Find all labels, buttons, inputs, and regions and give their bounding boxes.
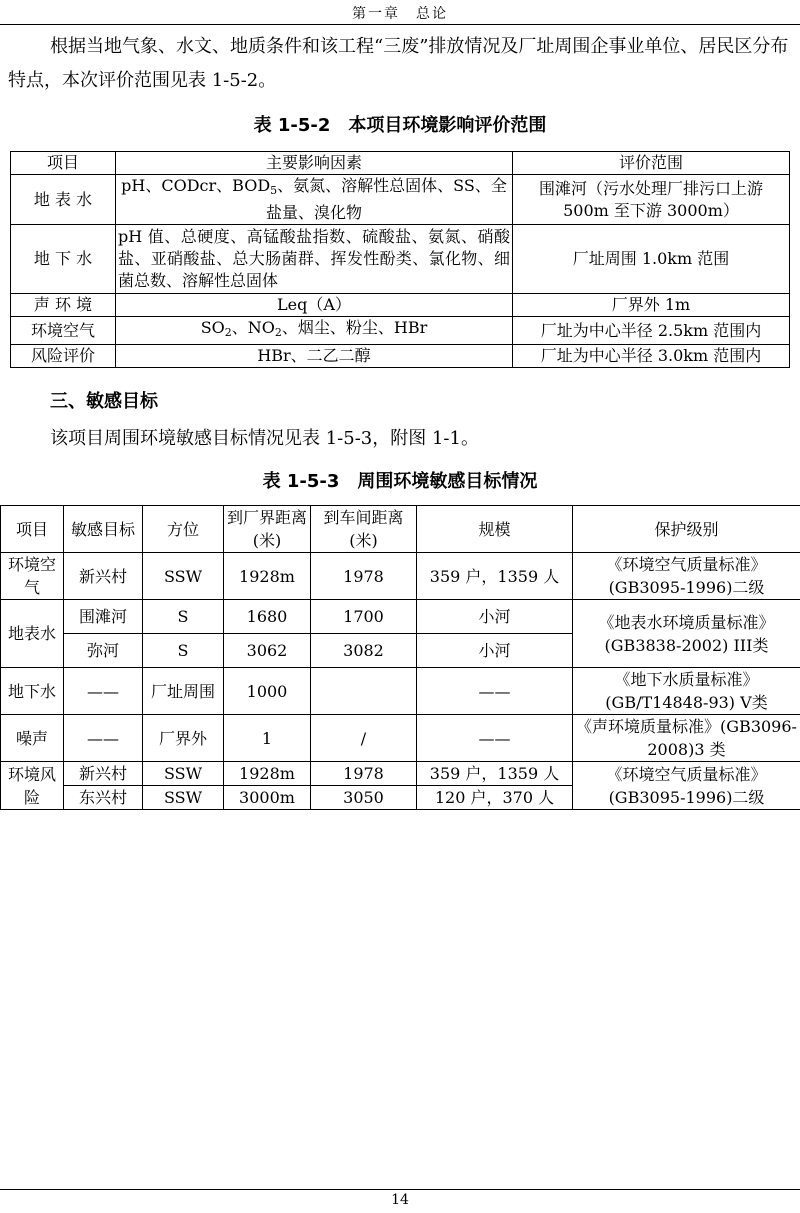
table-header-row <box>11 152 790 175</box>
row-item: 地表水 <box>1 600 64 668</box>
row-range: 厂址为中心半径 3.0km 范围内 <box>513 345 790 368</box>
row-target: 弥河 <box>64 634 143 668</box>
table-row <box>1 762 800 786</box>
row-dist-workshop <box>311 668 417 715</box>
row-item: 噪声 <box>1 715 64 762</box>
row-target: —— <box>64 668 143 715</box>
row-direction: SSW <box>143 762 224 786</box>
row-direction: SSW <box>143 786 224 810</box>
row-target: 新兴村 <box>64 762 143 786</box>
row-factors: Leq（A） <box>116 294 513 317</box>
footer-rule <box>0 1189 800 1190</box>
col-header-dist-workshop: 到车间距离(米) <box>311 506 417 553</box>
row-scale: —— <box>417 715 573 762</box>
row-dist-workshop: 3050 <box>311 786 417 810</box>
header-rule <box>0 24 800 25</box>
row-item: 环境风险 <box>1 762 64 810</box>
row-factors: HBr、二乙二醇 <box>116 345 513 368</box>
row-protection: 《环境空气质量标准》(GB3095-1996)二级 <box>573 553 800 600</box>
row-item: 地 下 水 <box>11 225 116 294</box>
col-header-target: 敏感目标 <box>64 506 143 553</box>
row-direction: S <box>143 600 224 634</box>
table-row <box>1 668 800 715</box>
row-direction: SSW <box>143 553 224 600</box>
row-dist-workshop: 1700 <box>311 600 417 634</box>
row-dist-boundary: 3062 <box>224 634 311 668</box>
row-range: 厂址周围 1.0km 范围 <box>513 225 790 294</box>
running-header: 第一章 总论 <box>352 6 448 22</box>
table1-caption: 表 1-5-2 本项目环境影响评价范围 <box>253 115 547 136</box>
sensitive-targets-table <box>0 505 800 810</box>
row-factors <box>116 175 513 225</box>
table2-caption: 表 1-5-3 周围环境敏感目标情况 <box>262 471 538 492</box>
row-protection: 《声环境质量标准》(GB3096-2008)3 类 <box>573 715 800 762</box>
row-dist-boundary: 1928m <box>224 762 311 786</box>
row-dist-workshop: 3082 <box>311 634 417 668</box>
page-number: 14 <box>391 1192 409 1208</box>
factors-text: pH、CODcr、BOD <box>121 176 271 195</box>
row-range: 围滩河（污水处理厂排污口上游 500m 至下游 3000m） <box>513 175 790 225</box>
row-item: 声 环 境 <box>11 294 116 317</box>
table-row <box>11 317 790 345</box>
col-header-scale: 规模 <box>417 506 573 553</box>
row-direction: S <box>143 634 224 668</box>
row-protection: 《地表水环境质量标准》(GB3838-2002) III类 <box>573 600 800 668</box>
table-row <box>11 175 790 225</box>
factors-text: 、NO <box>231 318 275 337</box>
row-item: 地下水 <box>1 668 64 715</box>
col-header-protection: 保护级别 <box>573 506 800 553</box>
row-range: 厂界外 1m <box>513 294 790 317</box>
row-protection: 《地下水质量标准》(GB/T14848-93) Ⅴ类 <box>573 668 800 715</box>
table-header-row <box>1 506 800 553</box>
row-scale: 359 户，1359 人 <box>417 553 573 600</box>
row-factors <box>116 317 513 345</box>
table-row <box>11 345 790 368</box>
row-target: 新兴村 <box>64 553 143 600</box>
row-dist-workshop: / <box>311 715 417 762</box>
row-direction: 厂址周围 <box>143 668 224 715</box>
evaluation-range-table <box>10 151 790 368</box>
row-dist-boundary: 1 <box>224 715 311 762</box>
row-scale: 120 户，370 人 <box>417 786 573 810</box>
table-row <box>11 294 790 317</box>
row-dist-workshop: 1978 <box>311 762 417 786</box>
section-paragraph: 该项目周围环境敏感目标情况见表 1-5-3，附图 1-1。 <box>50 428 479 449</box>
table-row <box>1 553 800 600</box>
row-dist-boundary: 1000 <box>224 668 311 715</box>
row-factors: pH 值、总硬度、高锰酸盐指数、硫酸盐、氨氮、硝酸盐、亚硝酸盐、总大肠菌群、挥发性酚类、氯化物、细菌总数、溶解性总固体 <box>116 225 513 294</box>
col-header-factors: 主要影响因素 <box>116 152 513 175</box>
row-dist-boundary: 3000m <box>224 786 311 810</box>
factors-text: SO <box>200 318 225 337</box>
col-header-item: 项目 <box>1 506 64 553</box>
row-scale: 359 户，1359 人 <box>417 762 573 786</box>
section-heading: 三、敏感目标 <box>50 391 158 412</box>
row-target: 东兴村 <box>64 786 143 810</box>
row-scale: 小河 <box>417 634 573 668</box>
row-item: 环境空气 <box>1 553 64 600</box>
subscript: 2 <box>224 326 232 339</box>
subscript: 2 <box>274 326 282 339</box>
row-target: 围滩河 <box>64 600 143 634</box>
table-row <box>1 600 800 634</box>
row-dist-workshop: 1978 <box>311 553 417 600</box>
row-item: 环境空气 <box>11 317 116 345</box>
col-header-direction: 方位 <box>143 506 224 553</box>
row-range: 厂址为中心半径 2.5km 范围内 <box>513 317 790 345</box>
row-dist-boundary: 1928m <box>224 553 311 600</box>
intro-paragraph: 根据当地气象、水文、地质条件和该工程“三废”排放情况及厂址周围企事业单位、居民区分布特点，本次评价范围见表 1-5-2。 <box>8 36 789 91</box>
row-item: 地 表 水 <box>11 175 116 225</box>
row-item: 风险评价 <box>11 345 116 368</box>
factors-text: 、烟尘、粉尘、HBr <box>281 318 428 337</box>
subscript: 5 <box>270 184 278 197</box>
row-direction: 厂界外 <box>143 715 224 762</box>
factors-text: 、氨氮、溶解性总固体、SS、全盐量、溴化物 <box>265 176 507 222</box>
col-header-range: 评价范围 <box>513 152 790 175</box>
row-scale: 小河 <box>417 600 573 634</box>
row-dist-boundary: 1680 <box>224 600 311 634</box>
row-scale: —— <box>417 668 573 715</box>
table-row <box>1 715 800 762</box>
col-header-dist-boundary: 到厂界距离(米) <box>224 506 311 553</box>
row-target: —— <box>64 715 143 762</box>
col-header-item: 项目 <box>11 152 116 175</box>
table-row <box>11 225 790 294</box>
row-protection: 《环境空气质量标准》(GB3095-1996)二级 <box>573 762 800 810</box>
